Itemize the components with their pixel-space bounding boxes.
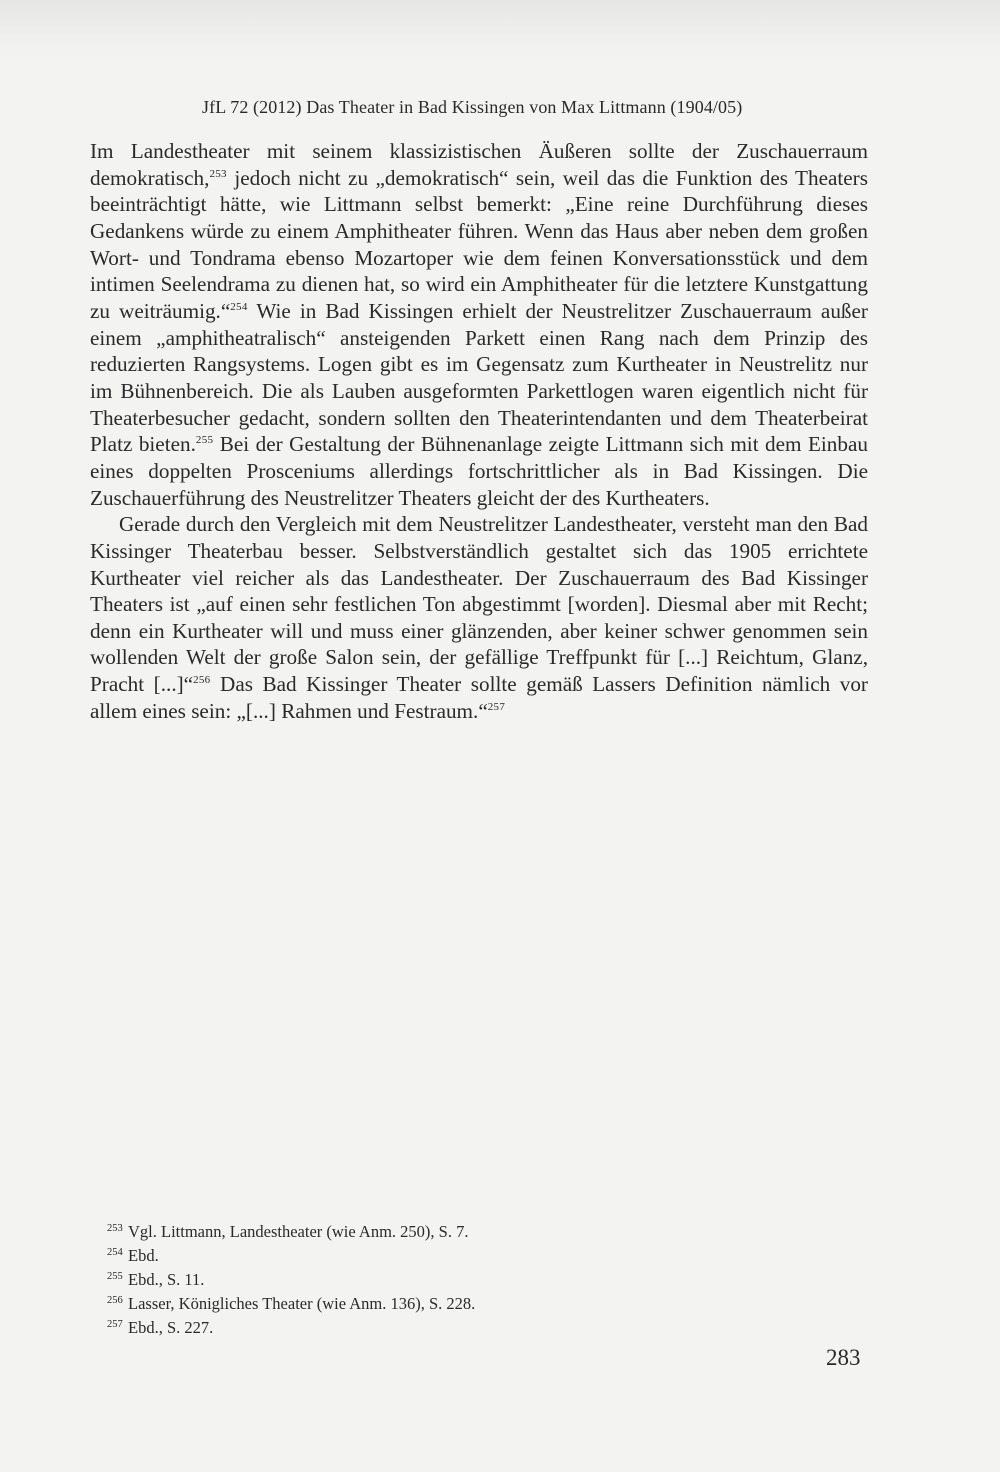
footnote-ref-254: 254	[230, 300, 248, 313]
footnote-ref-255: 255	[195, 434, 214, 447]
paragraph-1-text-c: Wie in Bad Kissingen erhielt der Neustrelitzer Zuschauerraum außer einem „amphitheatralisch“ ansteigenden Parkett einen Rang nach dem Prinzip des reduzierten Rangsystems. Logen gibt es im Gegensatz zum Kurtheater in Neustrelitz nur im Bühnenbereich. Die als Lauben ausgeformten Parkettlogen waren eigentlich nicht für Theaterbesucher gedacht, sondern sollten den Theaterintendanten und dem Theaterbeirat Platz bieten.	[90, 298, 868, 457]
footnote-number: 255	[107, 1271, 123, 1282]
footnote-ref-257: 257	[487, 700, 506, 713]
body-text	[90, 138, 868, 724]
paragraph-1-text-d: Bei der Gestaltung der Bühnenanlage zeigte Littmann sich mit dem Einbau eines doppelten Prosceniums allerdings fortschrittlicher als in Bad Kissingen. Die Zuschauerführung des Neustrelitzer Theaters gleicht der des Kurtheaters.	[90, 432, 868, 510]
footnote-number: 257	[107, 1319, 123, 1330]
footnote-text: Ebd.	[128, 1246, 159, 1265]
footnote-text: Ebd., S. 227.	[128, 1318, 214, 1337]
footnote	[107, 1293, 707, 1317]
paragraph-1-text-b: jedoch nicht zu „demokratisch“ sein, weil das die Funktion des Theaters beeinträchtigt hätte, wie Littmann selbst bemerkt: „Eine reine Durchführung dieses Gedankens würde zu einem Amphitheater führen. Wenn das Haus aber neben dem großen Wort- und Tondrama ebenso Mozartoper wie dem feinen Konversationsstück und dem intimen Seelendrama zu dienen hat, so wird ein Amphitheater für die letztere Kunstgattung zu weiträumig.“	[90, 165, 868, 323]
footnote-number: 254	[107, 1247, 123, 1258]
footnotes	[107, 1221, 707, 1341]
footnote-text: Ebd., S. 11.	[128, 1270, 205, 1289]
footnote	[107, 1245, 707, 1269]
footnote-ref-253: 253	[209, 167, 227, 180]
footnote-text: Vgl. Littmann, Landestheater (wie Anm. 250), S. 7.	[128, 1222, 469, 1241]
footnote-number: 256	[107, 1295, 123, 1306]
footnote	[107, 1221, 707, 1245]
paragraph-1	[90, 138, 868, 511]
paragraph-1-text-a: Im Landestheater mit seinem klassizistischen Äußeren sollte der Zuschauerraum demokratisch,	[90, 139, 868, 190]
footnote	[107, 1269, 707, 1293]
footnote	[107, 1317, 707, 1341]
footnote-ref-256: 256	[193, 674, 211, 687]
footnote-number: 253	[107, 1223, 123, 1234]
running-head: JfL 72 (2012) Das Theater in Bad Kissingen von Max Littmann (1904/05)	[202, 97, 743, 117]
paragraph-2	[90, 511, 868, 724]
scan-shadow	[0, 0, 1000, 60]
paragraph-2-text-a: Gerade durch den Vergleich mit dem Neustrelitzer Landestheater, versteht man den Bad Kissinger Theaterbau besser. Selbstverständlich gestaltet sich das 1905 errichtete Kurtheater viel reicher als das Landestheater. Der Zuschauerraum des Bad Kissinger Theaters ist „auf einen sehr festlichen Ton abgestimmt [worden]. Diesmal aber mit Recht; denn ein Kurtheater will und muss einer glänzenden, aber keiner schwer genommen sein wollenden Welt der große Salon sein, der gefällige Treffpunkt für [...] Reichtum, Glanz, Pracht [...]“	[90, 512, 868, 697]
footnote-text: Lasser, Königliches Theater (wie Anm. 136), S. 228.	[128, 1294, 476, 1313]
paragraph-2-text-b: Das Bad Kissinger Theater sollte gemäß Lassers Definition nämlich vor allem eines sein: „[...] Rahmen und Festraum.“	[90, 672, 868, 723]
page-number: 283	[826, 1345, 861, 1370]
